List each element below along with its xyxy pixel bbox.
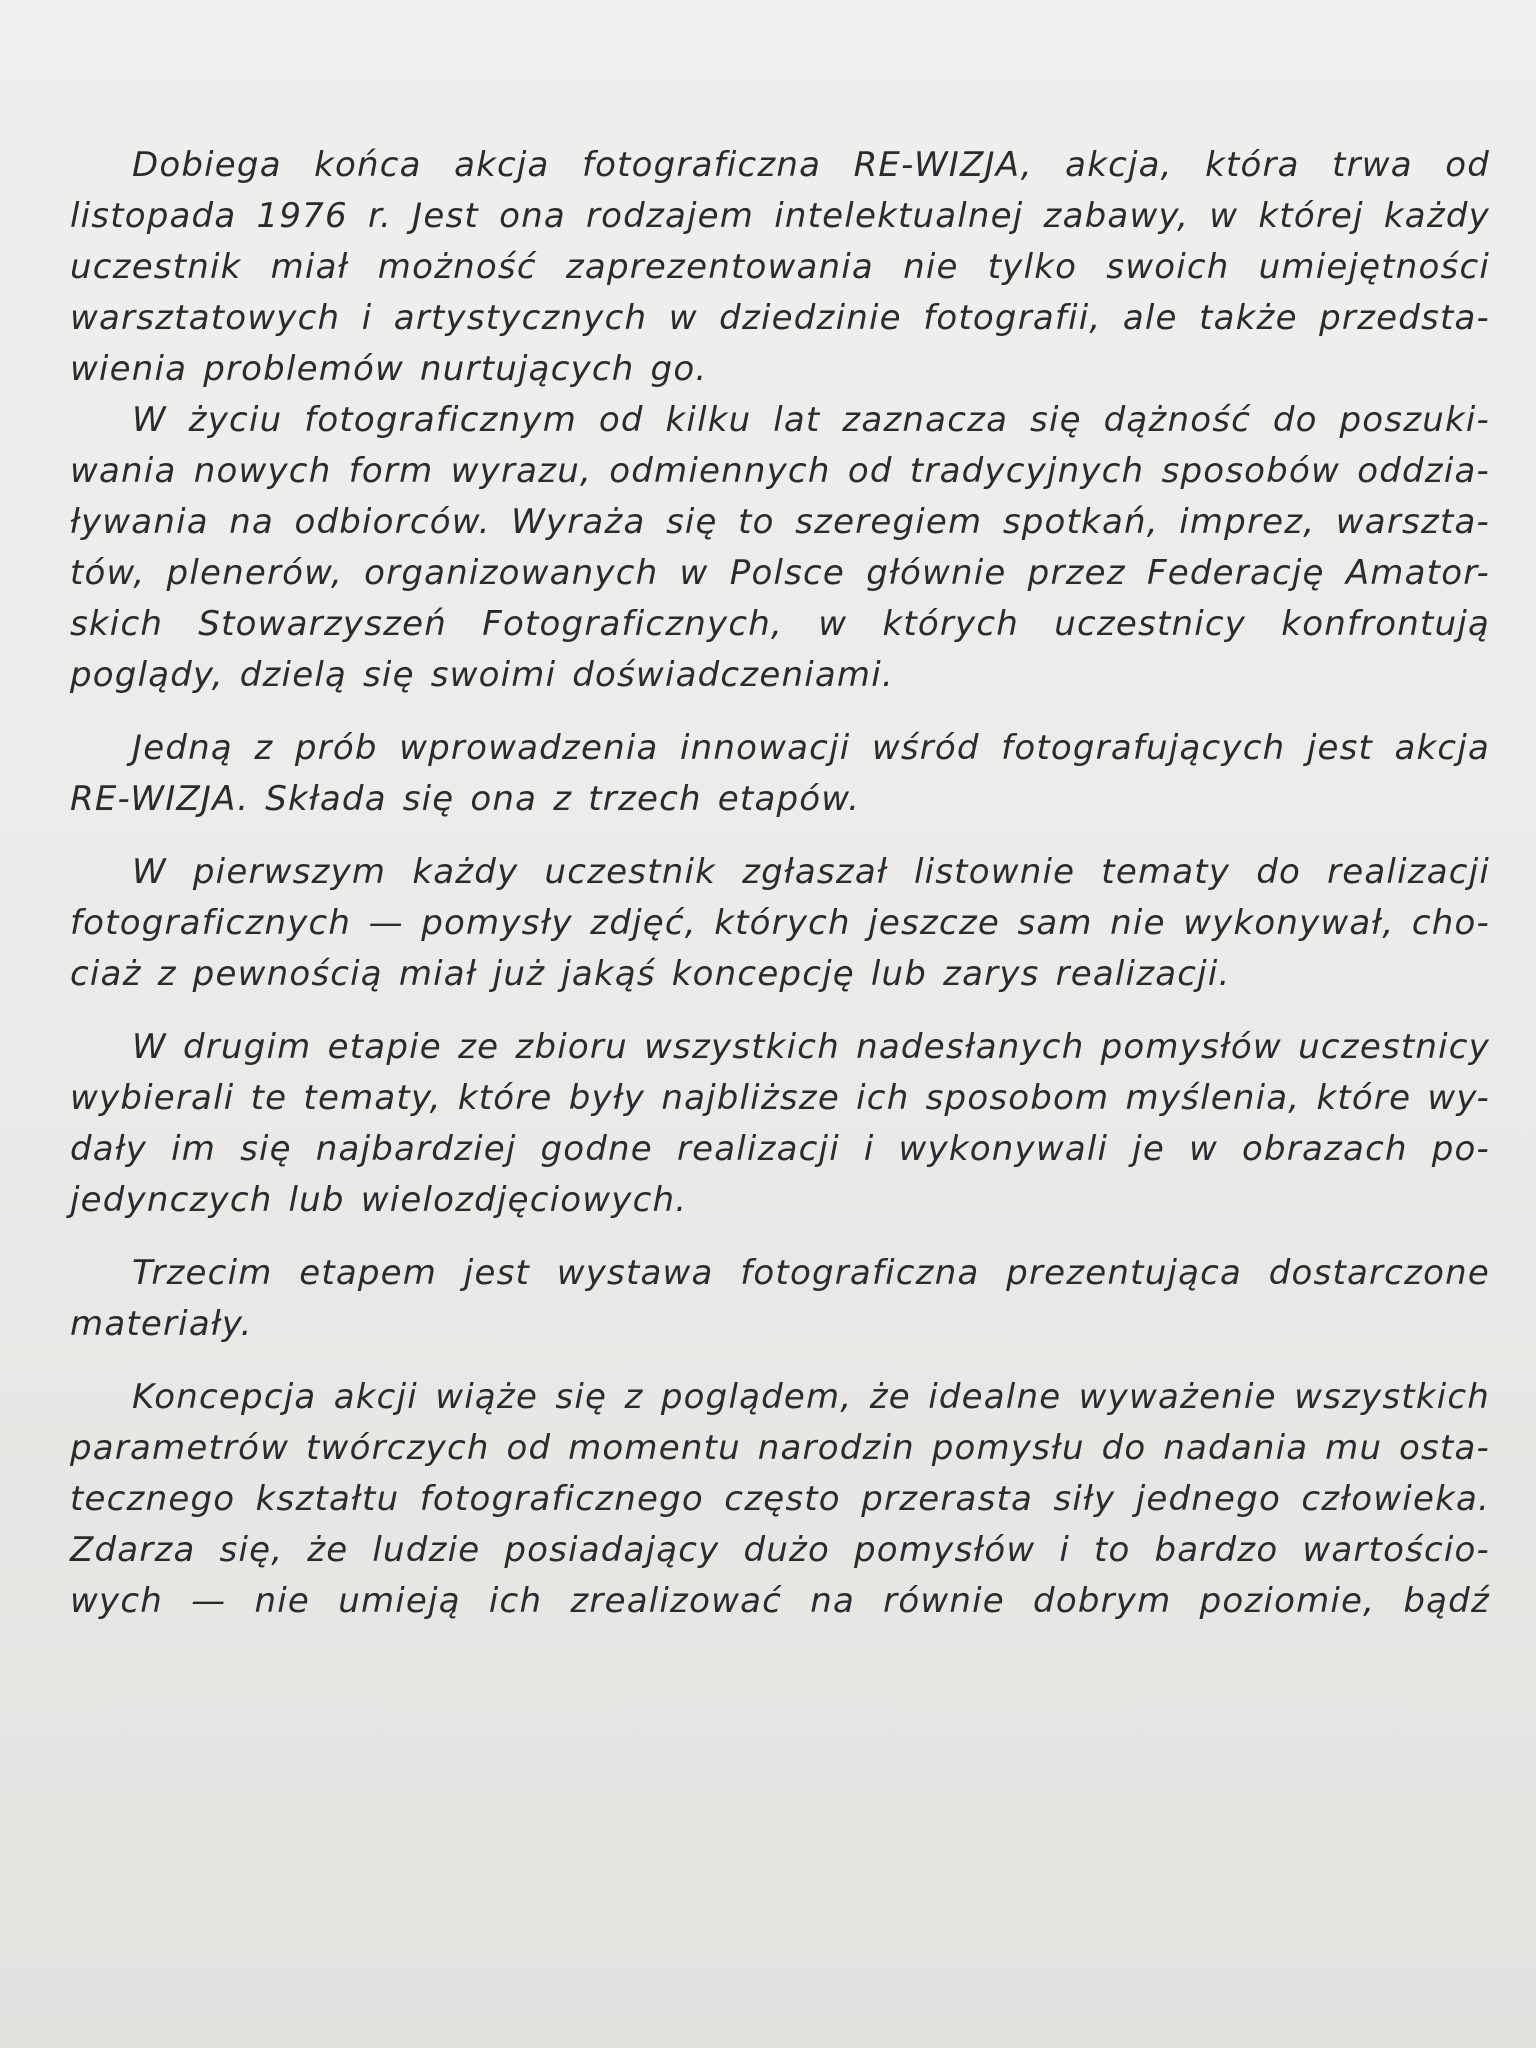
text-line: jedynczych lub wielozdjęciowych. xyxy=(70,1180,688,1220)
body-text xyxy=(70,140,1490,1627)
text-line: W drugim etapie ze zbioru wszystkich nadesłanych pomysłów uczestnicy xyxy=(132,1027,1490,1067)
text-line: wych — nie umieją ich zrealizować na równie dobrym poziomie, bądź xyxy=(70,1581,1490,1621)
paragraph-4 xyxy=(70,847,1490,1000)
text-line: Jedną z prób wprowadzenia innowacji wśród fotografujących jest akcja xyxy=(132,728,1490,768)
text-line: Koncepcja akcji wiąże się z poglądem, że idealne wyważenie wszystkich xyxy=(132,1377,1490,1417)
paragraph-2 xyxy=(70,395,1490,701)
text-line: W pierwszym każdy uczestnik zgłaszał listownie tematy do realizacji xyxy=(132,852,1490,892)
text-line: Dobiega końca akcja fotograficzna RE-WIZJA, akcja, która trwa od xyxy=(132,145,1490,185)
paragraph-3 xyxy=(70,723,1490,825)
text-line: RE-WIZJA. Składa się ona z trzech etapów. xyxy=(70,779,861,819)
text-line: dały im się najbardziej godne realizacji i wykonywali je w obrazach po- xyxy=(70,1129,1490,1169)
text-line: wienia problemów nurtujących go. xyxy=(70,349,708,389)
text-line: tów, plenerów, organizowanych w Polsce głównie przez Federację Amator- xyxy=(70,553,1490,593)
text-line: parametrów twórczych od momentu narodzin pomysłu do nadania mu osta- xyxy=(70,1428,1490,1468)
text-line: Zdarza się, że ludzie posiadający dużo pomysłów i to bardzo wartościo- xyxy=(70,1530,1490,1570)
text-line: warsztatowych i artystycznych w dziedzinie fotografii, ale także przedsta- xyxy=(70,298,1490,338)
text-line: wania nowych form wyrazu, odmiennych od tradycyjnych sposobów oddzia- xyxy=(70,451,1490,491)
text-line: fotograficznych — pomysły zdjęć, których jeszcze sam nie wykonywał, cho- xyxy=(70,903,1490,943)
paragraph-7 xyxy=(70,1372,1490,1627)
text-line: ływania na odbiorców. Wyraża się to szeregiem spotkań, imprez, warszta- xyxy=(70,502,1490,542)
text-line: skich Stowarzyszeń Fotograficznych, w których uczestnicy konfrontują xyxy=(70,604,1490,644)
text-line: W życiu fotograficznym od kilku lat zaznacza się dążność do poszuki- xyxy=(132,400,1490,440)
text-line: tecznego kształtu fotograficznego często przerasta siły jednego człowieka. xyxy=(70,1479,1490,1519)
text-line: listopada 1976 r. Jest ona rodzajem intelektualnej zabawy, w której każdy xyxy=(70,196,1490,236)
text-line: ciaż z pewnością miał już jakąś koncepcję lub zarys realizacji. xyxy=(70,954,1231,994)
paragraph-6 xyxy=(70,1248,1490,1350)
paragraph-5 xyxy=(70,1022,1490,1226)
text-line: uczestnik miał możność zaprezentowania nie tylko swoich umiejętności xyxy=(70,247,1490,287)
text-line: materiały. xyxy=(70,1304,253,1344)
text-line: Trzecim etapem jest wystawa fotograficzna prezentująca dostarczone xyxy=(132,1253,1490,1293)
paragraph-1 xyxy=(70,140,1490,395)
text-line: poglądy, dzielą się swoimi doświadczeniami. xyxy=(70,655,894,695)
text-line: wybierali te tematy, które były najbliższe ich sposobom myślenia, które wy- xyxy=(70,1078,1490,1118)
